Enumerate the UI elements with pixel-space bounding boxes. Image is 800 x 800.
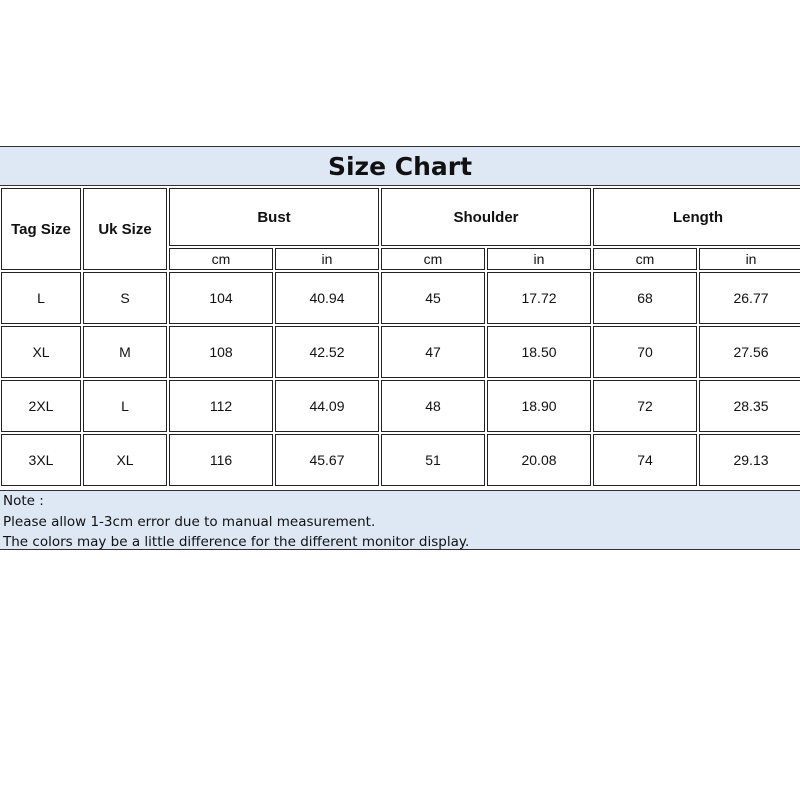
bust-in-cell: 42.52 xyxy=(275,326,379,378)
shoulder-in-cell: 18.90 xyxy=(487,380,591,432)
uk-size-cell: M xyxy=(83,326,167,378)
length-in-cell: 27.56 xyxy=(699,326,800,378)
shoulder-cm-cell: 51 xyxy=(381,434,485,486)
shoulder-in-cell: 20.08 xyxy=(487,434,591,486)
bust-cm-cell: 108 xyxy=(169,326,273,378)
bust-cm-cell: 104 xyxy=(169,272,273,324)
bust-in-cell: 44.09 xyxy=(275,380,379,432)
unit-in: in xyxy=(487,248,591,270)
unit-cm: cm xyxy=(593,248,697,270)
bust-in-cell: 45.67 xyxy=(275,434,379,486)
note-heading: Note : xyxy=(3,493,44,509)
unit-in: in xyxy=(699,248,800,270)
shoulder-in-cell: 17.72 xyxy=(487,272,591,324)
note-line-2: The colors may be a little difference for the different monitor display. xyxy=(3,534,470,550)
bust-in-cell: 40.94 xyxy=(275,272,379,324)
length-in-cell: 26.77 xyxy=(699,272,800,324)
length-cm-cell: 74 xyxy=(593,434,697,486)
length-cm-cell: 72 xyxy=(593,380,697,432)
header-uk-size: Uk Size xyxy=(83,188,167,270)
uk-size-cell: L xyxy=(83,380,167,432)
tag-size-cell: 2XL xyxy=(1,380,81,432)
table-row xyxy=(1,272,800,324)
size-chart xyxy=(0,146,800,488)
size-table xyxy=(0,186,800,488)
length-cm-cell: 70 xyxy=(593,326,697,378)
header-length: Length xyxy=(593,188,800,246)
tag-size-cell: XL xyxy=(1,326,81,378)
unit-cm: cm xyxy=(169,248,273,270)
shoulder-cm-cell: 48 xyxy=(381,380,485,432)
shoulder-cm-cell: 47 xyxy=(381,326,485,378)
length-cm-cell: 68 xyxy=(593,272,697,324)
chart-title: Size Chart xyxy=(0,146,800,186)
bust-cm-cell: 112 xyxy=(169,380,273,432)
length-in-cell: 29.13 xyxy=(699,434,800,486)
header-tag-size: Tag Size xyxy=(1,188,81,270)
header-shoulder: Shoulder xyxy=(381,188,591,246)
shoulder-in-cell: 18.50 xyxy=(487,326,591,378)
uk-size-cell: XL xyxy=(83,434,167,486)
table-row xyxy=(1,380,800,432)
note-box xyxy=(0,490,800,550)
tag-size-cell: 3XL xyxy=(1,434,81,486)
header-bust: Bust xyxy=(169,188,379,246)
note-line-1: Please allow 1-3cm error due to manual measurement. xyxy=(3,513,376,530)
length-in-cell: 28.35 xyxy=(699,380,800,432)
shoulder-cm-cell: 45 xyxy=(381,272,485,324)
bust-cm-cell: 116 xyxy=(169,434,273,486)
unit-in: in xyxy=(275,248,379,270)
uk-size-cell: S xyxy=(83,272,167,324)
header-row xyxy=(1,188,800,246)
table-row xyxy=(1,434,800,486)
tag-size-cell: L xyxy=(1,272,81,324)
unit-cm: cm xyxy=(381,248,485,270)
table-row xyxy=(1,326,800,378)
